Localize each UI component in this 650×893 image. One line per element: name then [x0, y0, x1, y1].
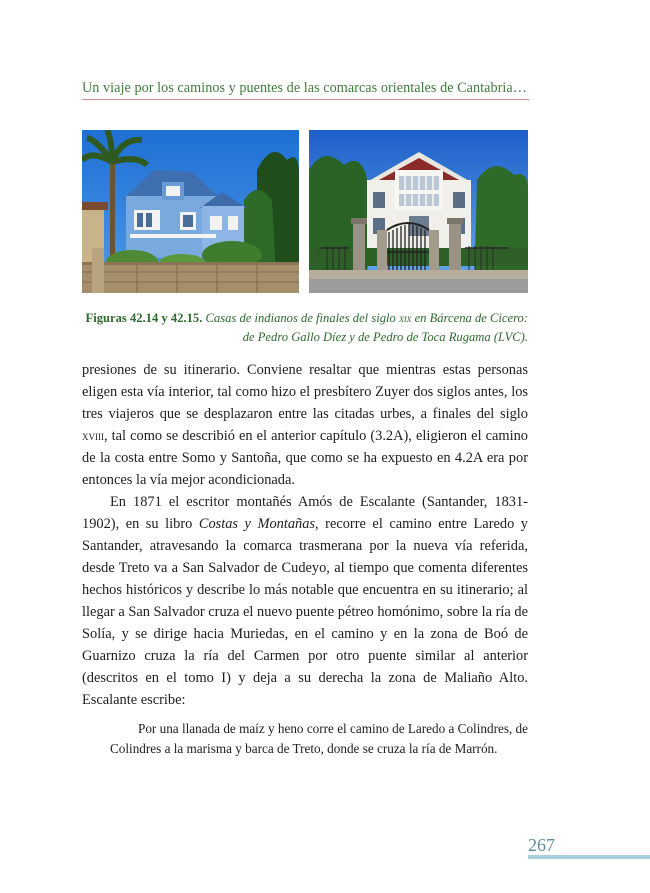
page-number: 267 [528, 835, 555, 855]
caption-figure-label: Figuras 42.14 y 42.15. [85, 311, 203, 325]
book-title: Costas y Montañas, [198, 516, 319, 532]
body-paragraph-2 [82, 491, 528, 711]
para1-century: xviii [82, 428, 104, 443]
figure-caption [82, 309, 528, 346]
para1-text-a: presiones de su itinerario. Conviene resaltar que mientras estas personas eligen esta vía interior, tal como hizo el presbítero Zuyer dos siglos antes, los tres viajeros que se desplazaron entre las citadas urbes, a finales del siglo [82, 362, 528, 422]
caption-text-part1: Casas de indianos de finales del siglo [205, 311, 396, 325]
block-quote: Por una llanada de maíz y heno corre el camino de Laredo a Colindres, de Colindres a la marisma y barca de Treto, donde se cruza la ría de Marrón. [110, 721, 528, 756]
caption-text-part2: en Bárcena de Cicero: de Pedro Gallo Díez y de Pedro de Toca Rugama (LVC). [242, 311, 528, 344]
para1-text-b: , tal como se describió en el anterior capítulo (3.2A), eligieron el camino de la costa entre Somo y Santoña, que como se ha expuesto en 4.2A era por entonces la vía mejor acondicionada. [82, 428, 528, 488]
running-header: Un viaje por los caminos y puentes de las comarcas orientales de Cantabria… [82, 80, 527, 96]
header-rule [82, 99, 529, 100]
para2-text-b: recorre el camino entre Laredo y Santander, atravesando la comarca trasmerana por la nueva vía referida, desde Treto va a San Salvador de Cudeyo, al tiempo que comenta diferentes hechos históricos y describe lo más notable que encuentra en su itinerario; al llegar a San Salvador cruza el nuevo puente pétreo homónimo, sobre la ría de Solía, y se dirige hacia Muriedas, en el camino y en la zona de Boó de Guarnizo cruza la ría del Carmen por otro puente similar al anterior (descritos en el tomo I) y deja a su derecha la zona de Maliaño Alto. Escalante escribe: [82, 516, 528, 708]
caption-century: xix [398, 313, 412, 325]
body-paragraph-1 [82, 359, 528, 491]
footer-bar [528, 855, 650, 859]
para2-text-a: En 1871 el escritor montañés Amós de Escalante (Santander, 1831-1902), en su libro [82, 494, 528, 532]
white-house-gate-photo [309, 130, 528, 293]
blue-house-photo [82, 130, 299, 293]
